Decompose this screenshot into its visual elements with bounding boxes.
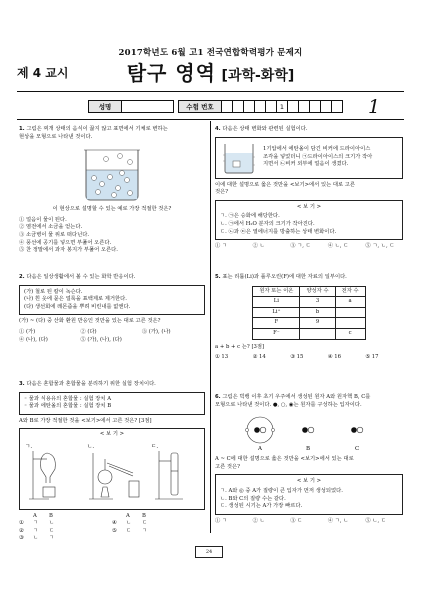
exam-title: 2017학년도 6월 고1 전국연합학력평가 문제지: [118, 48, 303, 58]
answer-choice[interactable]: ④ 16: [327, 354, 341, 361]
exam-number-digit[interactable]: [321, 100, 332, 113]
question-1: [19, 126, 205, 255]
question-text: (가) ~ (다) 중 산화 환원 반응인 것만을 있는 대로 고른 것은?: [19, 318, 161, 325]
answer-choice[interactable]: ② ㄴ: [252, 243, 265, 250]
exam-number-digit[interactable]: [332, 100, 343, 113]
answer-choice[interactable]: ① ㄱ: [215, 243, 228, 250]
question-stem: 현상을 모형으로 나타낸 것이다.: [19, 133, 93, 140]
exam-number-digit[interactable]: 1: [277, 100, 288, 113]
column-divider: [210, 121, 211, 533]
question-number: 1.: [19, 126, 25, 132]
question-stem: 다음은 혼합물과 혼합물을 분리하기 위한 실험 장치이다.: [26, 381, 156, 387]
exam-number-digit[interactable]: [266, 100, 277, 113]
answer-choice[interactable]: ③ 소금병이 물 위로 떠다닌다.: [19, 231, 90, 238]
answer-col-header: A: [126, 512, 130, 519]
exam-number-digit[interactable]: [310, 100, 321, 113]
exam-number-digit[interactable]: [299, 100, 310, 113]
exam-number-digit[interactable]: [288, 100, 299, 113]
question-stem: 다음은 상태 변화와 관련된 실험이다.: [222, 126, 308, 132]
question-5: [215, 274, 403, 362]
answer-choice[interactable]: ⑤ 17: [365, 354, 379, 361]
exam-number-digit[interactable]: [233, 100, 244, 113]
answer-choice[interactable]: ① (가): [19, 328, 36, 335]
box-line: ◦ 물과 식용유의 혼합물 : 실험 장치 A: [24, 395, 112, 402]
answer-choice[interactable]: ② 염전에서 소금을 얻는다.: [19, 224, 83, 231]
answer-choice[interactable]: ④ ㄴ ㄷ: [112, 520, 148, 527]
header-rule: [17, 91, 404, 92]
answer-choice[interactable]: ⑤ ㄱ, ㄴ, ㄷ: [365, 243, 395, 250]
bogi-item: ㄴ. ㉠에서 H₂O 분자의 크기가 작아진다.: [220, 220, 315, 227]
answer-choice[interactable]: ⑤ ㄷ ㄱ: [112, 527, 148, 534]
answer-choice[interactable]: ② ㄴ: [252, 517, 265, 524]
box-line: (가) 철로 된 칼이 녹슨다.: [24, 288, 83, 295]
table-header: 원자 또는 이온: [253, 286, 300, 297]
body-rule: [17, 119, 404, 120]
name-label: 성명: [88, 100, 122, 113]
figure-label: ㄴ.: [87, 443, 95, 450]
bogi-item: ㄱ. ㉠은 승화에 해당한다.: [220, 213, 280, 220]
page-number: 1: [368, 96, 381, 118]
question-number: 4.: [215, 126, 221, 132]
bogi-item: ㄷ. ㉡과 ㉢은 열에너지를 방출하는 상태 변화이다.: [220, 228, 337, 235]
subject-sub: [과학-화학]: [221, 68, 295, 84]
question-stem: 그림은 빅뱅 이후 초기 우주에서 생성된 원자 A와 원자핵 B, C를: [222, 394, 371, 400]
info-box: [215, 137, 403, 179]
box-line: 조각을 넣었더니 ㉠드라이아이스의 크기가 작아: [263, 153, 373, 160]
bogi-box: [215, 200, 403, 240]
answer-choice[interactable]: ④ ㄴ, ㄷ: [327, 243, 349, 250]
box-line: 1기압에서 에탄올이 담긴 비커에 드라이아이스: [263, 146, 371, 153]
answer-choice[interactable]: ② 14: [252, 354, 266, 361]
box-line: (다) 생선회에 레몬즙을 뿌려 비린내를 없앤다.: [24, 303, 131, 310]
info-box: [19, 285, 205, 316]
answer-choice[interactable]: ① ㄱ: [215, 517, 228, 524]
answer-col-header: B: [142, 512, 146, 519]
question-stem: 다음은 일상생활에서 볼 수 있는 화학 반응이다.: [26, 274, 136, 280]
exam-number-label: 수험 번호: [178, 100, 222, 113]
answer-choice[interactable]: ③ ㄴ ㄱ: [19, 535, 55, 542]
question-4: [215, 126, 403, 251]
answer-choice[interactable]: ⑤ 찬 정말에서 과자 봉지가 부풀어 오른다.: [19, 247, 118, 254]
question-stem: 그림은 찌개 상태의 음식이 끓지 않고 표면에서 기체로 변하는: [26, 126, 168, 132]
column-figure: [155, 451, 183, 499]
question-stem: 모형으로 나타낸 것이다. ●, ○, ◉는 원자를 구성하는 입자이다.: [215, 401, 362, 408]
box-line: (나) 흰 옷에 묻은 얼룩을 표백제로 제거한다.: [24, 296, 127, 303]
question-text: a + b + c 는? [3점]: [215, 343, 265, 350]
table-row: Li 3 a: [253, 297, 365, 308]
question-text: 고른 것은?: [215, 463, 240, 470]
question-number: 6.: [215, 394, 221, 400]
footer-page-box: [195, 546, 223, 558]
exam-number-digit[interactable]: [255, 100, 266, 113]
question-stem: 표는 리튬(Li)과 플루오린(F)에 대한 자료의 일부이다.: [222, 274, 347, 280]
table-header: 전자 수: [335, 286, 365, 297]
bogi-item: ㄴ. B와 C의 질량 수는 같다.: [220, 495, 286, 502]
answer-choice[interactable]: ③ ㄷ: [290, 517, 303, 524]
figure-label: ㄷ.: [151, 443, 159, 450]
table-header: 양성자 수: [300, 286, 335, 297]
subject-title: [0, 57, 421, 86]
question-3: [19, 381, 205, 543]
answer-choice[interactable]: ④ 풍선에 공기를 넣으면 부풀어 오른다.: [19, 239, 112, 246]
answer-choice[interactable]: ① 얼음이 물이 된다.: [19, 216, 67, 223]
box-line: 지면서 ㉡비커 외부에 얼음이 생겼다.: [263, 161, 349, 168]
question-text: A ~ C에 대한 설명으로 옳은 것만을 <보기>에서 있는 대로: [215, 456, 354, 463]
question-2: [19, 274, 205, 344]
bogi-label: < 보 기 >: [296, 203, 322, 210]
bogi-label: < 보 기 >: [296, 478, 322, 485]
answer-choice[interactable]: ① 13: [215, 354, 229, 361]
bogi-item: ㄱ. A와 ◎ 중 A가 질량이 큰 입자가 먼저 생성되었다.: [220, 487, 343, 494]
session-label: 제 4 교시: [17, 66, 69, 80]
answer-choice[interactable]: ⑤ ㄴ, ㄷ: [365, 517, 386, 524]
answer-choice[interactable]: ① ㄱ ㄴ: [19, 520, 55, 527]
beaker-figure: [72, 144, 152, 202]
distillation-figure: [89, 453, 139, 499]
separatory-funnel-figure: [29, 451, 55, 499]
answer-choice[interactable]: ③ ㄱ, ㄷ: [290, 243, 311, 250]
box-line: ◦ 물과 에탄올의 혼합물 : 실험 장치 B: [24, 403, 112, 410]
answer-choice[interactable]: ⑤ (가), (나), (다): [80, 336, 122, 343]
student-id-row: [88, 100, 343, 113]
bogi-label: < 보 기 >: [99, 431, 125, 438]
answer-col-header: B: [49, 512, 53, 519]
question-6: [215, 394, 403, 525]
table-row: F⁻ c: [253, 328, 365, 339]
question-number: 3.: [19, 381, 25, 387]
question-text: 이에 대한 설명으로 옳은 것만을 <보기>에서 있는 대로 고른: [215, 181, 356, 188]
answer-choice[interactable]: ② (다): [80, 328, 97, 335]
answer-col-header: A: [33, 512, 37, 519]
subject-main: 탐구 영역: [126, 61, 216, 85]
name-field[interactable]: [122, 100, 174, 113]
question-text: 이 현상으로 설명할 수 있는 예로 가장 적절한 것은?: [52, 206, 172, 213]
atom-models-figure: [234, 412, 384, 452]
question-text: 것은?: [215, 189, 229, 196]
answer-choice[interactable]: ③ 15: [290, 354, 304, 361]
figure-label: C: [355, 446, 360, 453]
apparatus-figures: [23, 441, 201, 503]
answer-choice[interactable]: ③ (가), (나): [141, 328, 171, 335]
question-number: 5.: [215, 274, 221, 280]
exam-number-digit[interactable]: [244, 100, 255, 113]
figure-label: ㄱ.: [25, 443, 33, 450]
exam-number-digit[interactable]: [222, 100, 233, 113]
figure-label: B: [306, 446, 311, 453]
figure-label: A: [258, 446, 262, 453]
answer-choice[interactable]: ② ㄱ ㄷ: [19, 527, 55, 534]
question-text: A와 B로 가장 적절한 것을 <보기>에서 고른 것은? [3점]: [19, 417, 152, 424]
question-number: 2.: [19, 274, 25, 280]
answer-choice[interactable]: ④ (나), (다): [19, 336, 48, 343]
bogi-box: [19, 428, 205, 509]
table-row: Li⁺ b: [253, 307, 365, 318]
beaker-dry-ice-figure: [219, 141, 259, 175]
bogi-box: [215, 474, 403, 514]
answer-choice[interactable]: ④ ㄱ, ㄴ: [327, 517, 349, 524]
atom-ion-table: [252, 286, 365, 340]
info-box: [19, 392, 205, 415]
table-row: F 9: [253, 318, 365, 329]
bogi-item: ㄷ. 생성된 시기는 A가 가장 빠르다.: [220, 503, 303, 510]
footer-page-number: 24: [205, 549, 213, 555]
